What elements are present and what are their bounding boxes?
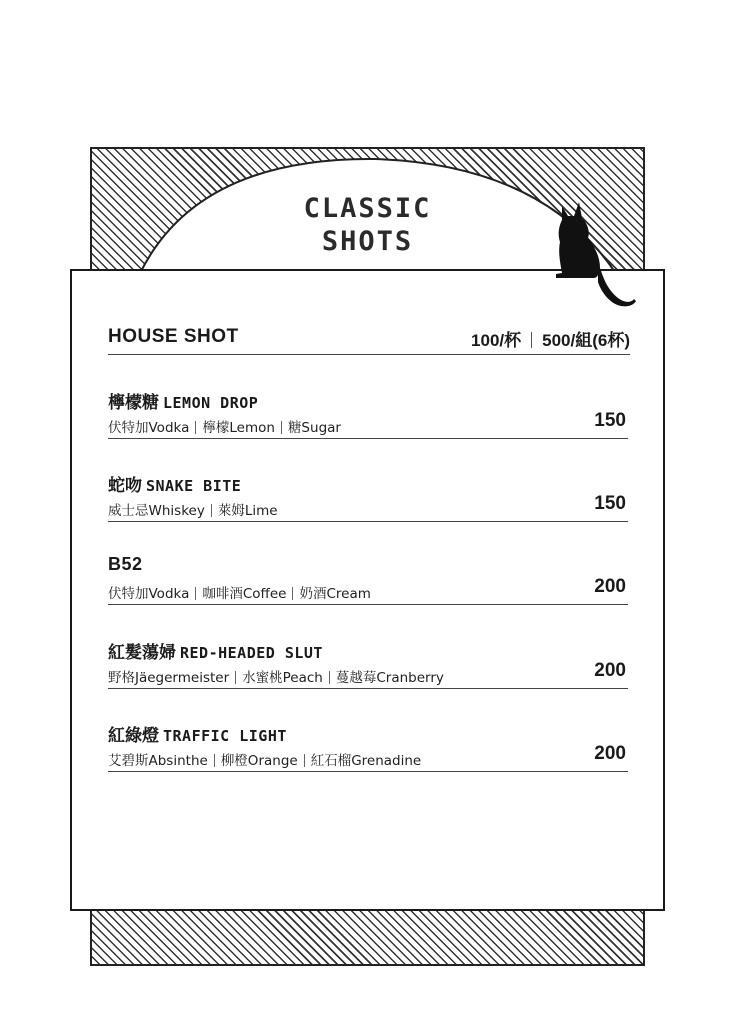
ingredient: 萊姆Lime [217, 503, 278, 519]
item-price: 200 [594, 660, 626, 681]
ingredient: 艾碧斯Absinthe [108, 753, 208, 769]
ingredient: 柳橙Orange [220, 753, 298, 769]
ingredient: 水蜜桃Peach [242, 670, 323, 686]
ingredient: 伏特加Vodka [108, 586, 190, 602]
ingredient-divider [281, 421, 282, 434]
ingredient: 糖Sugar [287, 420, 341, 436]
item-ingredients [108, 416, 341, 436]
house-shot-title: HOUSE SHOT [108, 326, 239, 347]
price-divider [531, 332, 532, 348]
menu-item [108, 638, 628, 689]
item-name [108, 721, 287, 746]
item-name-zh: 紅髮蕩婦 [108, 643, 176, 663]
item-name-en: TRAFFIC LIGHT [163, 727, 287, 745]
ingredient-divider [292, 587, 293, 600]
item-ingredients [108, 749, 421, 769]
item-name-zh: 紅綠燈 [108, 726, 159, 746]
ingredient: 蔓越莓Cranberry [335, 670, 444, 686]
cat-silhouette-icon [548, 198, 638, 310]
item-name-en: RED-HEADED SLUT [180, 644, 323, 662]
item-name-en: LEMON DROP [163, 394, 259, 412]
ingredient-divider [195, 587, 196, 600]
item-name [108, 638, 323, 663]
menu-item [108, 471, 628, 522]
ingredient: 伏特加Vodka [108, 420, 190, 436]
ingredient-divider [329, 671, 330, 684]
house-shot-price-single: 100/杯 [471, 331, 522, 350]
menu-title-line2: SHOTS [321, 226, 414, 257]
item-name-en: B52 [108, 554, 143, 574]
menu-item [108, 388, 628, 439]
menu-item [108, 721, 628, 772]
item-name [108, 471, 241, 496]
item-name-en: SNAKE BITE [146, 477, 242, 495]
item-name-zh: 蛇吻 [108, 476, 142, 496]
ingredient: 檸檬Lemon [202, 420, 275, 436]
house-shot-price [471, 326, 630, 351]
item-name [108, 554, 143, 575]
ingredient: 紅石榴Grenadine [310, 753, 422, 769]
item-price: 150 [594, 410, 626, 431]
item-price: 150 [594, 493, 626, 514]
ingredient-divider [304, 754, 305, 767]
ingredient: 奶酒Cream [299, 586, 371, 602]
item-price: 200 [594, 576, 626, 597]
ingredient-divider [235, 671, 236, 684]
item-name-zh: 檸檬糖 [108, 393, 159, 413]
item-ingredients [108, 666, 444, 686]
ingredient: 咖啡酒Coffee [202, 586, 287, 602]
item-ingredients [108, 499, 278, 519]
menu-item [108, 554, 628, 605]
item-ingredients [108, 582, 371, 602]
ingredient-divider [214, 754, 215, 767]
hatched-footer-panel [90, 908, 645, 966]
house-shot-price-set: 500/組(6杯) [542, 331, 630, 350]
menu-title-line1: CLASSIC [303, 193, 432, 224]
item-name [108, 388, 258, 413]
house-shot-row [108, 326, 630, 355]
ingredient-divider [195, 421, 196, 434]
ingredient: 威士忌Whiskey [108, 503, 205, 519]
item-price: 200 [594, 743, 626, 764]
ingredient-divider [211, 504, 212, 517]
ingredient: 野格Jäegermeister [108, 670, 230, 686]
